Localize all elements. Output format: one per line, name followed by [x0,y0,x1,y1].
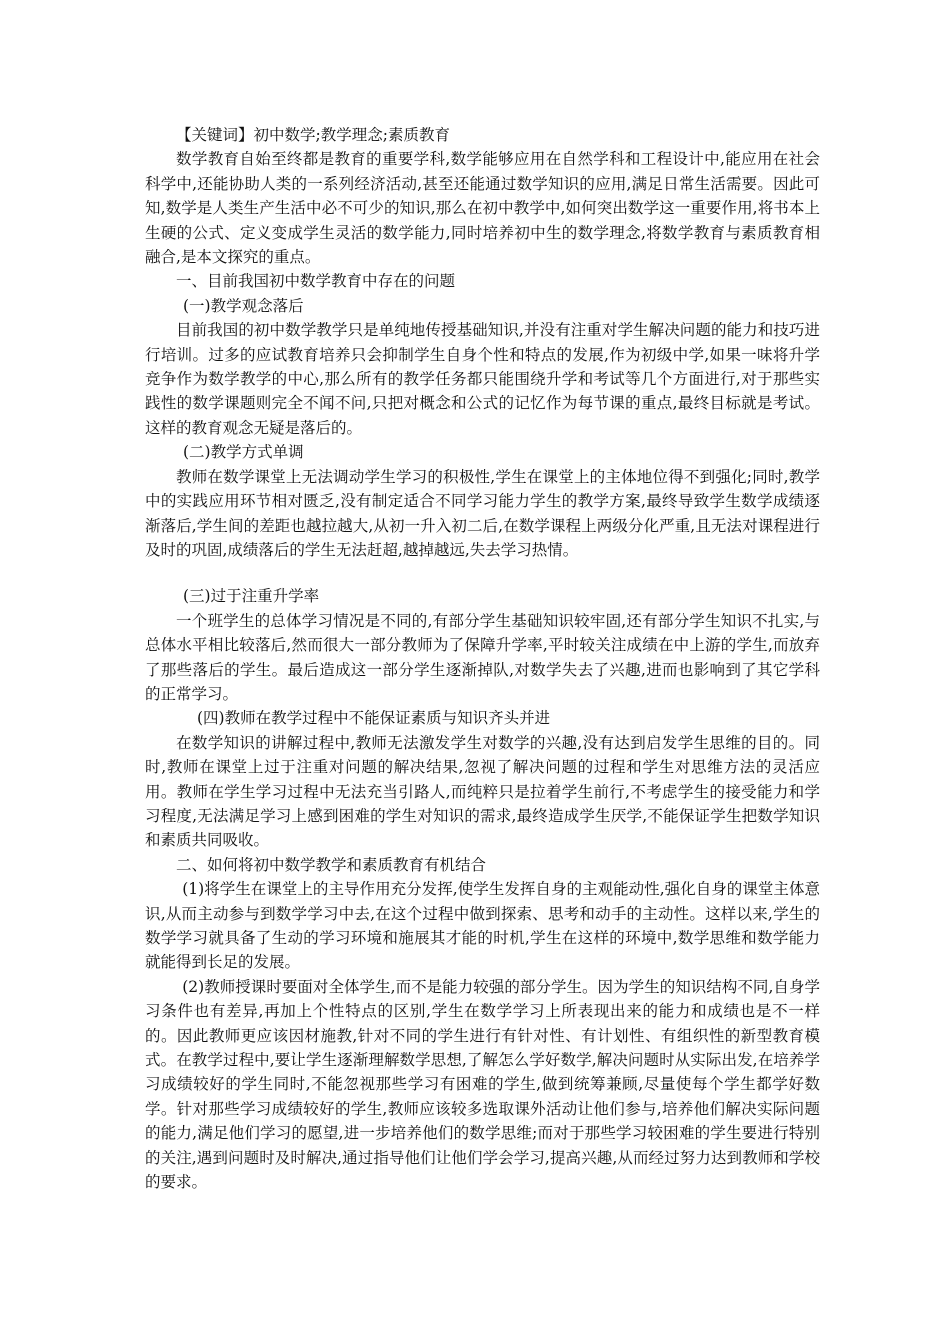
subsection-1-paragraph: 目前我国的初中数学教学只是单纯地传授基础知识,并没有注重对学生解决问题的能力和技巧进行培训。过多的应试教育培养只会抑制学生自身个性和特点的发展,作为初级中学,如果一味将升学竞争作为数学教学的中心,那么所有的教学任务都只能围绕升学和考试等几个方面进行,对于那些实践性的数学课题则完全不闻不问,只把对概念和公式的记忆作为每节课的重点,最终目标就是考试。这样的教育观念无疑是落后的。 [145,321,820,437]
blank-line [145,562,820,584]
section-2-heading: 二、如何将初中数学教学和素质教育有机结合 [176,855,487,874]
section-1-heading: 一、目前我国初中数学教育中存在的问题 [176,272,456,291]
subsection-2-heading: (二)教学方式单调 [183,443,304,462]
subsection-3-heading: (三)过于注重升学率 [183,587,320,606]
keywords-line: 【关键词】初中数学;教学理念;素质教育 [176,126,450,144]
subsection-3-paragraph: 一个班学生的总体学习情况是不同的,有部分学生基础知识较牢固,还有部分学生知识不扎实,与总体水平相比较落后,然而很大一部分教师为了保障升学率,平时较关注成绩在中上游的学生,而放弃了那些落后的学生。最后造成这一部分学生逐渐掉队,对数学失去了兴趣,进而也影响到了其它学科的正常学习。 [145,611,820,703]
document-body [145,123,820,1194]
section-2-item-1: (1)将学生在课堂上的主导作用充分发挥,使学生发挥自身的主观能动性,强化自身的课堂主体意识,从而主动参与到数学学习中去,在这个过程中做到探索、思考和动手的主动性。这样以来,学生的数学学习就具备了生动的学习环境和施展其才能的时机,学生在这样的环境中,数学思维和数学能力就能得到长足的发展。 [145,880,820,972]
subsection-4-paragraph: 在数学知识的讲解过程中,教师无法激发学生对数学的兴趣,没有达到启发学生思维的目的。同时,教师在课堂上过于注重对问题的解决结果,忽视了解决问题的过程和学生对思维方法的灵活应用。教师在学生学习过程中无法充当引路人,而纯粹只是拉着学生前行,不考虑学生的接受能力和学习程度,无法满足学习上感到困难的学生对知识的需求,最终造成学生厌学,不能保证学生把数学知识和素质共同吸收。 [145,733,820,850]
subsection-1-heading: (一)教学观念落后 [183,296,304,315]
section-2-item-2: (2)教师授课时要面对全体学生,而不是能力较强的部分学生。因为学生的知识结构不同,自身学习条件也有差异,再加上个性特点的区别,学生在数学学习上所表现出来的能力和成绩也是不一样的。因此教师更应该因材施教,针对不同的学生进行有针对性、有计划性、有组织性的新型教育模式。在教学过程中,要让学生逐渐理解数学思想,了解怎么学好数学,解决问题时从实际出发,在培养学习成绩较好的学生同时,不能忽视那些学习有困难的学生,做到统筹兼顾,尽量使每个学生都学好数学。针对那些学习成绩较好的学生,教师应该较多选取课外活动让他们参与,培养他们解决实际问题的能力,满足他们学习的愿望,进一步培养他们的数学思维;而对于那些学习较困难的学生要进行特别的关注,遇到问题时及时解决,通过指导他们让他们学会学习,提高兴趣,从而经过努力达到教师和学校的要求。 [145,977,820,1192]
subsection-2-paragraph: 教师在数学课堂上无法调动学生学习的积极性,学生在课堂上的主体地位得不到强化;同时,教学中的实践应用环节相对匮乏,没有制定适合不同学习能力学生的教学方案,最终导致学生数学成绩逐渐落后,学生间的差距也越拉越大,从初一升入初二后,在数学课程上两级分化严重,且无法对课程进行及时的巩固,成绩落后的学生无法赶超,越掉越远,失去学习热情。 [145,467,820,559]
intro-paragraph: 数学教育自始至终都是教育的重要学科,数学能够应用在自然学科和工程设计中,能应用在社会科学中,还能协助人类的一系列经济活动,甚至还能通过数学知识的应用,满足日常生活需要。因此可知,数学是人类生产生活中必不可少的知识,那么在初中教学中,如何突出数学这一重要作用,将书本上生硬的公式、定义变成学生灵活的数学能力,同时培养初中生的数学理念,将数学教育与素质教育相融合,是本文探究的重点。 [145,150,820,267]
subsection-4-heading: (四)教师在教学过程中不能保证素质与知识齐头并进 [197,709,551,728]
